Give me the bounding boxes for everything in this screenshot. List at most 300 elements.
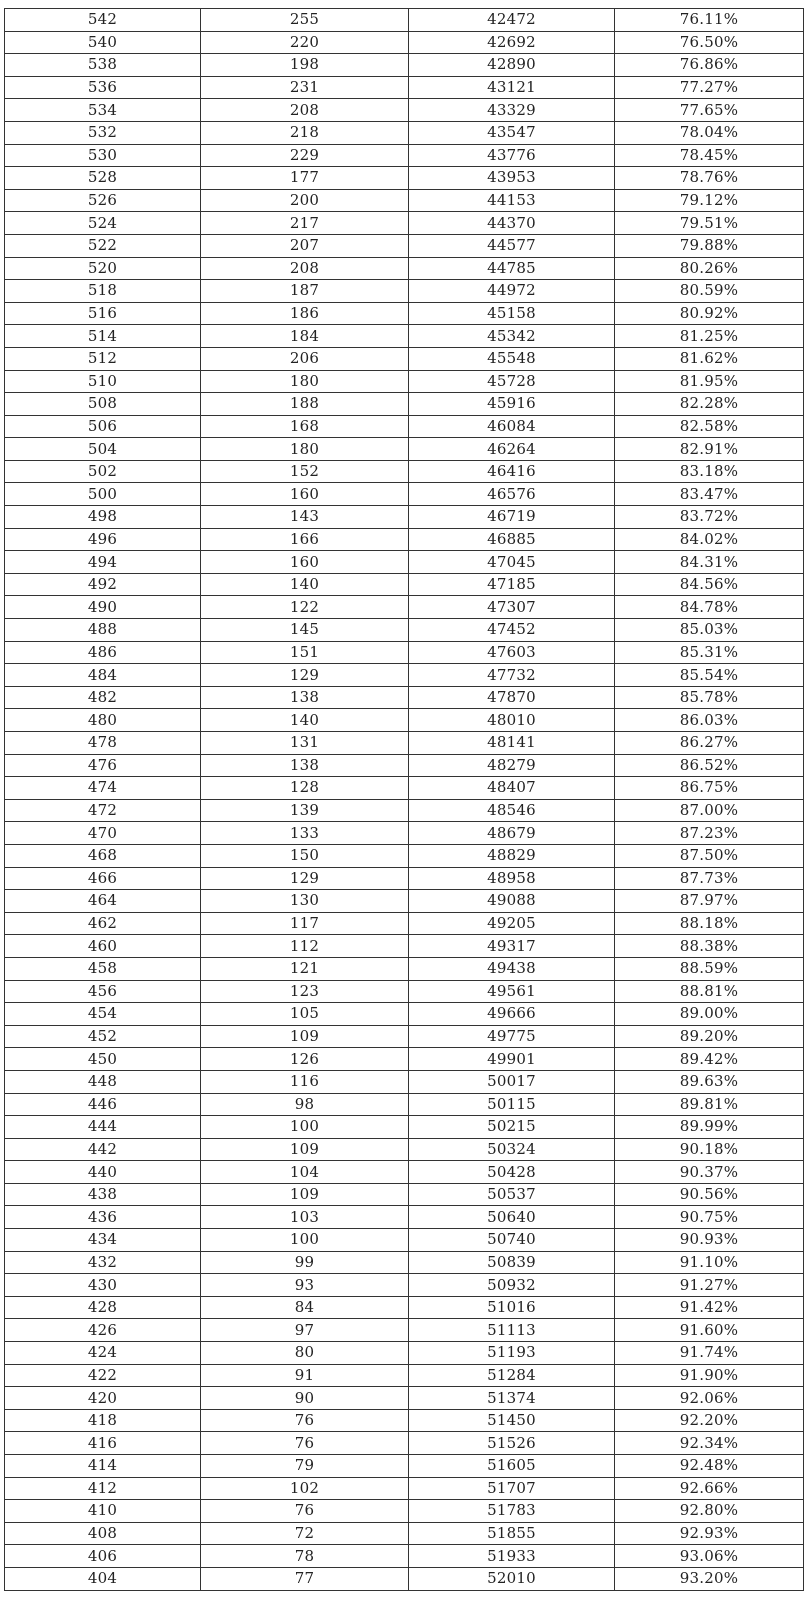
score-cell: 522 <box>5 234 201 257</box>
count-cell: 200 <box>201 189 409 212</box>
count-cell: 128 <box>201 777 409 800</box>
cumulative-count-cell: 48141 <box>409 732 615 755</box>
count-cell: 129 <box>201 664 409 687</box>
table-row <box>5 144 804 167</box>
count-cell: 186 <box>201 302 409 325</box>
score-distribution-table <box>4 8 804 1591</box>
cumulative-percent-cell: 84.78% <box>615 596 804 619</box>
cumulative-count-cell: 42472 <box>409 9 615 32</box>
cumulative-percent-cell: 91.27% <box>615 1274 804 1297</box>
cumulative-count-cell: 48279 <box>409 754 615 777</box>
cumulative-count-cell: 51113 <box>409 1319 615 1342</box>
count-cell: 143 <box>201 506 409 529</box>
count-cell: 206 <box>201 347 409 370</box>
count-cell: 99 <box>201 1251 409 1274</box>
cumulative-count-cell: 44972 <box>409 280 615 303</box>
score-cell: 462 <box>5 912 201 935</box>
score-cell: 464 <box>5 890 201 913</box>
cumulative-percent-cell: 85.78% <box>615 686 804 709</box>
table-row <box>5 1364 804 1387</box>
cumulative-percent-cell: 90.18% <box>615 1138 804 1161</box>
cumulative-percent-cell: 76.11% <box>615 9 804 32</box>
cumulative-count-cell: 44785 <box>409 257 615 280</box>
score-cell: 426 <box>5 1319 201 1342</box>
score-cell: 542 <box>5 9 201 32</box>
cumulative-count-cell: 51933 <box>409 1545 615 1568</box>
table-row <box>5 1116 804 1139</box>
cumulative-percent-cell: 91.10% <box>615 1251 804 1274</box>
cumulative-count-cell: 45916 <box>409 393 615 416</box>
table-row <box>5 1206 804 1229</box>
cumulative-percent-cell: 79.12% <box>615 189 804 212</box>
cumulative-count-cell: 50215 <box>409 1116 615 1139</box>
table-row <box>5 31 804 54</box>
cumulative-percent-cell: 89.99% <box>615 1116 804 1139</box>
cumulative-count-cell: 50839 <box>409 1251 615 1274</box>
cumulative-count-cell: 47307 <box>409 596 615 619</box>
cumulative-percent-cell: 79.51% <box>615 212 804 235</box>
table-row <box>5 189 804 212</box>
cumulative-percent-cell: 88.59% <box>615 957 804 980</box>
table-row <box>5 121 804 144</box>
count-cell: 97 <box>201 1319 409 1342</box>
score-cell: 446 <box>5 1093 201 1116</box>
count-cell: 138 <box>201 686 409 709</box>
cumulative-percent-cell: 80.59% <box>615 280 804 303</box>
table-row <box>5 1093 804 1116</box>
table-row <box>5 9 804 32</box>
count-cell: 133 <box>201 822 409 845</box>
cumulative-count-cell: 49561 <box>409 980 615 1003</box>
count-cell: 109 <box>201 1183 409 1206</box>
score-cell: 442 <box>5 1138 201 1161</box>
score-cell: 528 <box>5 167 201 190</box>
cumulative-percent-cell: 85.31% <box>615 641 804 664</box>
cumulative-percent-cell: 85.54% <box>615 664 804 687</box>
count-cell: 78 <box>201 1545 409 1568</box>
table-row <box>5 167 804 190</box>
count-cell: 77 <box>201 1567 409 1590</box>
score-cell: 406 <box>5 1545 201 1568</box>
table-row <box>5 1229 804 1252</box>
count-cell: 103 <box>201 1206 409 1229</box>
score-cell: 416 <box>5 1432 201 1455</box>
score-cell: 436 <box>5 1206 201 1229</box>
table-row <box>5 551 804 574</box>
cumulative-count-cell: 47603 <box>409 641 615 664</box>
table-row <box>5 370 804 393</box>
table-row <box>5 1025 804 1048</box>
table-row <box>5 76 804 99</box>
cumulative-percent-cell: 92.20% <box>615 1409 804 1432</box>
count-cell: 184 <box>201 325 409 348</box>
count-cell: 76 <box>201 1432 409 1455</box>
cumulative-count-cell: 49775 <box>409 1025 615 1048</box>
cumulative-count-cell: 51605 <box>409 1455 615 1478</box>
score-cell: 466 <box>5 867 201 890</box>
cumulative-percent-cell: 82.91% <box>615 438 804 461</box>
cumulative-percent-cell: 93.20% <box>615 1567 804 1590</box>
table-row <box>5 1455 804 1478</box>
score-cell: 454 <box>5 1003 201 1026</box>
cumulative-count-cell: 52010 <box>409 1567 615 1590</box>
cumulative-count-cell: 45158 <box>409 302 615 325</box>
count-cell: 129 <box>201 867 409 890</box>
cumulative-percent-cell: 77.65% <box>615 99 804 122</box>
score-cell: 532 <box>5 121 201 144</box>
cumulative-percent-cell: 80.26% <box>615 257 804 280</box>
table-row <box>5 1161 804 1184</box>
cumulative-percent-cell: 89.81% <box>615 1093 804 1116</box>
score-cell: 538 <box>5 54 201 77</box>
score-cell: 414 <box>5 1455 201 1478</box>
table-row <box>5 596 804 619</box>
count-cell: 117 <box>201 912 409 935</box>
cumulative-count-cell: 49901 <box>409 1048 615 1071</box>
cumulative-count-cell: 48829 <box>409 844 615 867</box>
table-row <box>5 980 804 1003</box>
table-row <box>5 732 804 755</box>
cumulative-percent-cell: 89.00% <box>615 1003 804 1026</box>
cumulative-percent-cell: 78.45% <box>615 144 804 167</box>
table-row <box>5 1409 804 1432</box>
cumulative-count-cell: 50428 <box>409 1161 615 1184</box>
score-cell: 420 <box>5 1387 201 1410</box>
cumulative-count-cell: 43953 <box>409 167 615 190</box>
score-cell: 424 <box>5 1342 201 1365</box>
score-cell: 488 <box>5 619 201 642</box>
table-row <box>5 1296 804 1319</box>
score-cell: 516 <box>5 302 201 325</box>
table-body <box>5 9 804 1591</box>
count-cell: 109 <box>201 1025 409 1048</box>
table-row <box>5 890 804 913</box>
count-cell: 76 <box>201 1409 409 1432</box>
cumulative-count-cell: 51016 <box>409 1296 615 1319</box>
table-row <box>5 799 804 822</box>
score-cell: 448 <box>5 1070 201 1093</box>
cumulative-count-cell: 50932 <box>409 1274 615 1297</box>
count-cell: 76 <box>201 1500 409 1523</box>
count-cell: 217 <box>201 212 409 235</box>
count-cell: 90 <box>201 1387 409 1410</box>
table-row <box>5 1183 804 1206</box>
score-cell: 504 <box>5 438 201 461</box>
score-cell: 506 <box>5 415 201 438</box>
cumulative-count-cell: 51450 <box>409 1409 615 1432</box>
cumulative-percent-cell: 86.03% <box>615 709 804 732</box>
score-cell: 486 <box>5 641 201 664</box>
cumulative-percent-cell: 84.02% <box>615 528 804 551</box>
score-cell: 502 <box>5 460 201 483</box>
score-cell: 410 <box>5 1500 201 1523</box>
cumulative-count-cell: 43329 <box>409 99 615 122</box>
cumulative-count-cell: 44370 <box>409 212 615 235</box>
count-cell: 160 <box>201 483 409 506</box>
score-cell: 514 <box>5 325 201 348</box>
cumulative-count-cell: 50115 <box>409 1093 615 1116</box>
cumulative-percent-cell: 89.63% <box>615 1070 804 1093</box>
score-cell: 530 <box>5 144 201 167</box>
cumulative-percent-cell: 85.03% <box>615 619 804 642</box>
cumulative-percent-cell: 88.38% <box>615 935 804 958</box>
count-cell: 198 <box>201 54 409 77</box>
cumulative-count-cell: 45548 <box>409 347 615 370</box>
cumulative-percent-cell: 90.93% <box>615 1229 804 1252</box>
cumulative-count-cell: 50017 <box>409 1070 615 1093</box>
count-cell: 218 <box>201 121 409 144</box>
score-cell: 422 <box>5 1364 201 1387</box>
count-cell: 105 <box>201 1003 409 1026</box>
score-cell: 438 <box>5 1183 201 1206</box>
score-cell: 482 <box>5 686 201 709</box>
table-row <box>5 1387 804 1410</box>
count-cell: 166 <box>201 528 409 551</box>
table-row <box>5 1048 804 1071</box>
table-row <box>5 483 804 506</box>
cumulative-percent-cell: 87.00% <box>615 799 804 822</box>
cumulative-count-cell: 49088 <box>409 890 615 913</box>
table-row <box>5 754 804 777</box>
table-row <box>5 709 804 732</box>
table-row <box>5 1342 804 1365</box>
count-cell: 116 <box>201 1070 409 1093</box>
count-cell: 139 <box>201 799 409 822</box>
table-row <box>5 99 804 122</box>
cumulative-percent-cell: 82.58% <box>615 415 804 438</box>
count-cell: 93 <box>201 1274 409 1297</box>
score-cell: 524 <box>5 212 201 235</box>
cumulative-percent-cell: 93.06% <box>615 1545 804 1568</box>
cumulative-percent-cell: 90.37% <box>615 1161 804 1184</box>
cumulative-percent-cell: 92.93% <box>615 1522 804 1545</box>
cumulative-percent-cell: 89.42% <box>615 1048 804 1071</box>
cumulative-count-cell: 51783 <box>409 1500 615 1523</box>
cumulative-count-cell: 44577 <box>409 234 615 257</box>
cumulative-count-cell: 48407 <box>409 777 615 800</box>
count-cell: 180 <box>201 370 409 393</box>
count-cell: 229 <box>201 144 409 167</box>
table-row <box>5 1477 804 1500</box>
cumulative-percent-cell: 80.92% <box>615 302 804 325</box>
count-cell: 84 <box>201 1296 409 1319</box>
count-cell: 145 <box>201 619 409 642</box>
count-cell: 80 <box>201 1342 409 1365</box>
cumulative-count-cell: 42890 <box>409 54 615 77</box>
table-row <box>5 1274 804 1297</box>
cumulative-percent-cell: 81.62% <box>615 347 804 370</box>
count-cell: 100 <box>201 1229 409 1252</box>
count-cell: 208 <box>201 257 409 280</box>
count-cell: 123 <box>201 980 409 1003</box>
cumulative-count-cell: 49666 <box>409 1003 615 1026</box>
table-row <box>5 54 804 77</box>
table-row <box>5 1138 804 1161</box>
score-cell: 476 <box>5 754 201 777</box>
count-cell: 72 <box>201 1522 409 1545</box>
score-cell: 536 <box>5 76 201 99</box>
score-cell: 484 <box>5 664 201 687</box>
table-row <box>5 1500 804 1523</box>
table-row <box>5 1251 804 1274</box>
cumulative-percent-cell: 88.81% <box>615 980 804 1003</box>
table-row <box>5 912 804 935</box>
count-cell: 255 <box>201 9 409 32</box>
cumulative-percent-cell: 90.75% <box>615 1206 804 1229</box>
cumulative-percent-cell: 92.48% <box>615 1455 804 1478</box>
count-cell: 91 <box>201 1364 409 1387</box>
count-cell: 168 <box>201 415 409 438</box>
count-cell: 207 <box>201 234 409 257</box>
count-cell: 160 <box>201 551 409 574</box>
score-cell: 428 <box>5 1296 201 1319</box>
score-cell: 492 <box>5 573 201 596</box>
cumulative-count-cell: 45728 <box>409 370 615 393</box>
score-cell: 498 <box>5 506 201 529</box>
table-row <box>5 506 804 529</box>
cumulative-count-cell: 43776 <box>409 144 615 167</box>
count-cell: 188 <box>201 393 409 416</box>
table-row <box>5 641 804 664</box>
score-cell: 444 <box>5 1116 201 1139</box>
score-cell: 408 <box>5 1522 201 1545</box>
cumulative-percent-cell: 87.50% <box>615 844 804 867</box>
score-cell: 510 <box>5 370 201 393</box>
score-cell: 432 <box>5 1251 201 1274</box>
table-row <box>5 347 804 370</box>
count-cell: 140 <box>201 573 409 596</box>
cumulative-percent-cell: 76.86% <box>615 54 804 77</box>
cumulative-count-cell: 50537 <box>409 1183 615 1206</box>
score-cell: 468 <box>5 844 201 867</box>
cumulative-count-cell: 50640 <box>409 1206 615 1229</box>
count-cell: 150 <box>201 844 409 867</box>
table-row <box>5 212 804 235</box>
score-cell: 472 <box>5 799 201 822</box>
score-cell: 534 <box>5 99 201 122</box>
score-cell: 440 <box>5 1161 201 1184</box>
table-row <box>5 302 804 325</box>
cumulative-percent-cell: 87.97% <box>615 890 804 913</box>
count-cell: 220 <box>201 31 409 54</box>
table-row <box>5 415 804 438</box>
cumulative-percent-cell: 83.18% <box>615 460 804 483</box>
cumulative-count-cell: 48010 <box>409 709 615 732</box>
table-row <box>5 957 804 980</box>
table-row <box>5 280 804 303</box>
score-cell: 452 <box>5 1025 201 1048</box>
cumulative-count-cell: 47452 <box>409 619 615 642</box>
cumulative-count-cell: 45342 <box>409 325 615 348</box>
cumulative-count-cell: 48958 <box>409 867 615 890</box>
count-cell: 138 <box>201 754 409 777</box>
score-cell: 412 <box>5 1477 201 1500</box>
table-row <box>5 1319 804 1342</box>
cumulative-percent-cell: 81.95% <box>615 370 804 393</box>
cumulative-percent-cell: 76.50% <box>615 31 804 54</box>
cumulative-percent-cell: 84.56% <box>615 573 804 596</box>
cumulative-count-cell: 46885 <box>409 528 615 551</box>
cumulative-count-cell: 46719 <box>409 506 615 529</box>
table-row <box>5 438 804 461</box>
cumulative-percent-cell: 92.80% <box>615 1500 804 1523</box>
count-cell: 231 <box>201 76 409 99</box>
cumulative-count-cell: 51707 <box>409 1477 615 1500</box>
count-cell: 177 <box>201 167 409 190</box>
table-row <box>5 460 804 483</box>
cumulative-percent-cell: 86.75% <box>615 777 804 800</box>
cumulative-percent-cell: 78.76% <box>615 167 804 190</box>
table-row <box>5 935 804 958</box>
count-cell: 79 <box>201 1455 409 1478</box>
table-row <box>5 686 804 709</box>
count-cell: 208 <box>201 99 409 122</box>
table-row <box>5 867 804 890</box>
table-row <box>5 325 804 348</box>
score-cell: 470 <box>5 822 201 845</box>
cumulative-percent-cell: 83.47% <box>615 483 804 506</box>
table-row <box>5 393 804 416</box>
cumulative-count-cell: 46264 <box>409 438 615 461</box>
cumulative-count-cell: 46416 <box>409 460 615 483</box>
cumulative-count-cell: 47045 <box>409 551 615 574</box>
cumulative-percent-cell: 91.90% <box>615 1364 804 1387</box>
table-row <box>5 664 804 687</box>
table-row <box>5 234 804 257</box>
cumulative-count-cell: 47185 <box>409 573 615 596</box>
table-row <box>5 1003 804 1026</box>
count-cell: 140 <box>201 709 409 732</box>
table-row <box>5 777 804 800</box>
cumulative-count-cell: 51193 <box>409 1342 615 1365</box>
cumulative-percent-cell: 82.28% <box>615 393 804 416</box>
cumulative-percent-cell: 79.88% <box>615 234 804 257</box>
cumulative-percent-cell: 77.27% <box>615 76 804 99</box>
count-cell: 121 <box>201 957 409 980</box>
score-cell: 526 <box>5 189 201 212</box>
cumulative-percent-cell: 92.34% <box>615 1432 804 1455</box>
cumulative-percent-cell: 88.18% <box>615 912 804 935</box>
score-cell: 496 <box>5 528 201 551</box>
count-cell: 122 <box>201 596 409 619</box>
score-cell: 458 <box>5 957 201 980</box>
cumulative-count-cell: 49205 <box>409 912 615 935</box>
cumulative-percent-cell: 83.72% <box>615 506 804 529</box>
cumulative-count-cell: 48546 <box>409 799 615 822</box>
cumulative-percent-cell: 86.52% <box>615 754 804 777</box>
cumulative-count-cell: 44153 <box>409 189 615 212</box>
cumulative-percent-cell: 87.23% <box>615 822 804 845</box>
table-row <box>5 573 804 596</box>
cumulative-count-cell: 47870 <box>409 686 615 709</box>
table-row <box>5 619 804 642</box>
count-cell: 102 <box>201 1477 409 1500</box>
score-cell: 450 <box>5 1048 201 1071</box>
cumulative-count-cell: 42692 <box>409 31 615 54</box>
cumulative-count-cell: 51284 <box>409 1364 615 1387</box>
table-row <box>5 1070 804 1093</box>
cumulative-count-cell: 50740 <box>409 1229 615 1252</box>
cumulative-percent-cell: 86.27% <box>615 732 804 755</box>
score-cell: 460 <box>5 935 201 958</box>
score-cell: 404 <box>5 1567 201 1590</box>
cumulative-count-cell: 51855 <box>409 1522 615 1545</box>
cumulative-percent-cell: 89.20% <box>615 1025 804 1048</box>
table-row <box>5 1567 804 1590</box>
count-cell: 152 <box>201 460 409 483</box>
table-row <box>5 528 804 551</box>
table-row <box>5 844 804 867</box>
